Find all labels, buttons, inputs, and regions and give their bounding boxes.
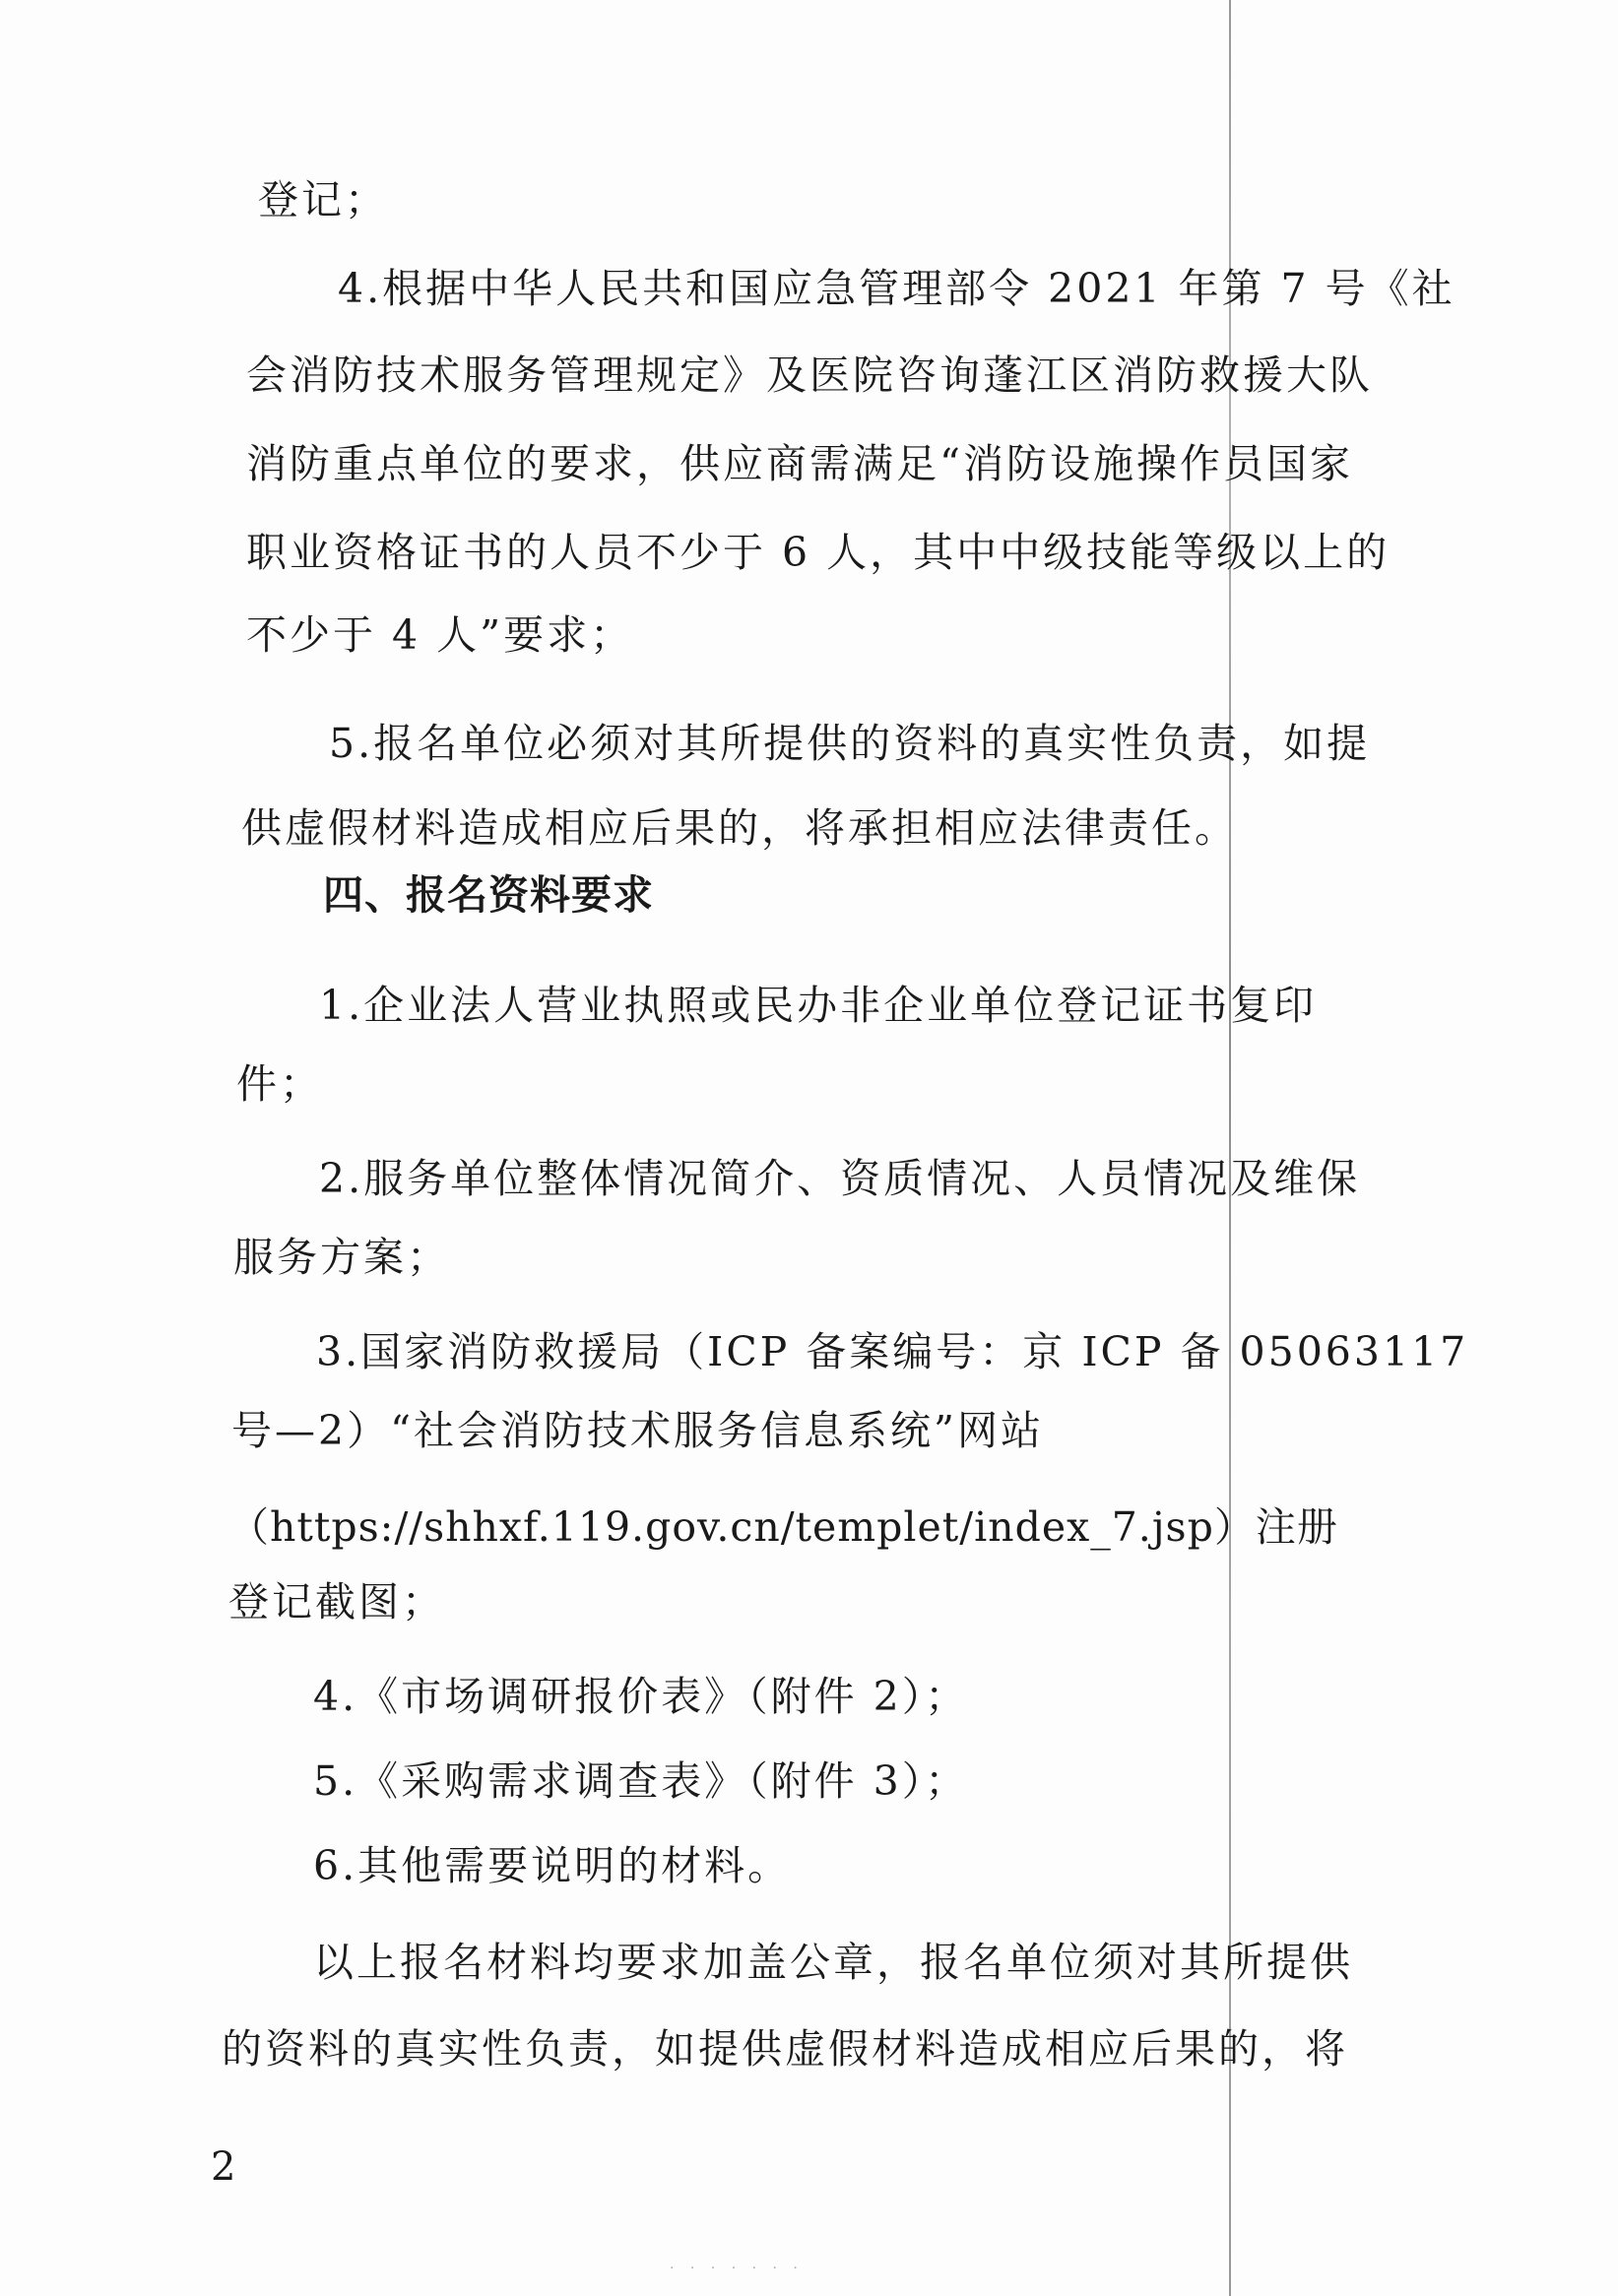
text-line-16: （https://shhxf.119.gov.cn/templet/index_7.jsp）注册 [228,1503,1338,1551]
text-line-15: 号—2）“社会消防技术服务信息系统”网站 [231,1407,1045,1454]
text-line-22: 的资料的真实性负责，如提供虚假材料造成相应后果的，将 [222,2025,1348,2073]
text-line-19: 5.《采购需求调查表》（附件 3）； [313,1757,969,1805]
text-line-21: 以上报名材料均要求加盖公章，报名单位须对其所提供 [313,1939,1353,1986]
text-line-17: 登记截图； [228,1578,445,1626]
text-line-8: 供虚假材料造成相应后果的，将承担相应法律责任。 [241,804,1238,852]
text-line-18: 4.《市场调研报价表》（附件 2）； [313,1673,969,1720]
text-line-2: 4.根据中华人民共和国应急管理部令 2021 年第 7 号《社 [338,265,1456,312]
text-line-6: 不少于 4 人”要求； [246,611,634,659]
scan-specks: · · · · · · · [670,2261,804,2276]
text-line-11: 件； [236,1060,323,1108]
page-number: 2 [211,2144,236,2190]
text-line-5: 职业资格证书的人员不少于 6 人，其中中级技能等级以上的 [246,529,1391,576]
text-line-7: 5.报名单位必须对其所提供的资料的真实性负责，如提 [329,720,1371,767]
text-line-4: 消防重点单位的要求，供应商需满足“消防设施操作员国家 [246,440,1353,487]
text-line-3: 会消防技术服务管理规定》及医院咨询蓬江区消防救援大队 [246,351,1373,399]
text-line-10: 1.企业法人营业执照或民办非企业单位登记证书复印 [319,982,1318,1029]
text-line-13: 服务方案； [233,1234,450,1281]
text-line-1: 登记； [258,176,388,223]
text-line-14: 3.国家消防救援局（ICP 备案编号：京 ICP 备 05063117 [316,1328,1469,1375]
section-heading: 四、报名资料要求 [323,871,654,919]
text-line-20: 6.其他需要说明的材料。 [313,1842,792,1889]
text-line-12: 2.服务单位整体情况简介、资质情况、人员情况及维保 [319,1155,1361,1202]
